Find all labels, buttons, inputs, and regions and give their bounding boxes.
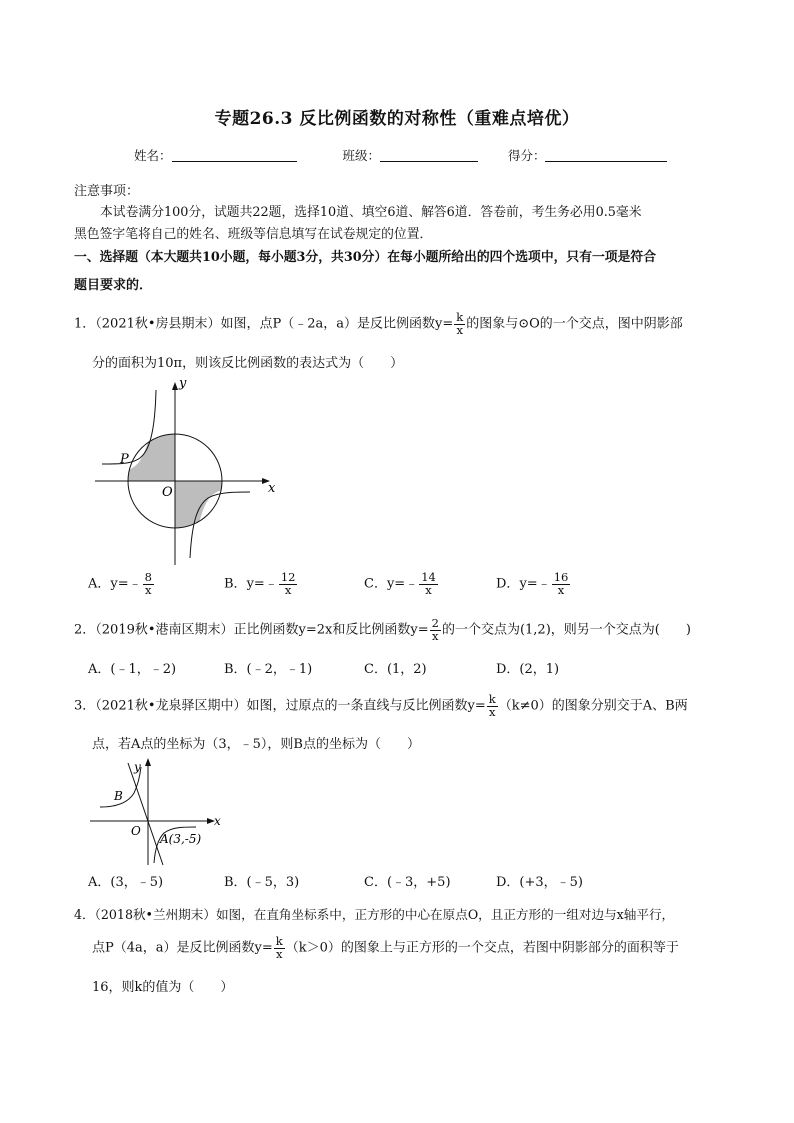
q3-label-b: B xyxy=(114,789,123,803)
q1-shade-lower-right xyxy=(175,481,222,528)
question-3-stem xyxy=(74,694,688,718)
q1-option-d[interactable] xyxy=(496,572,571,596)
q1-y-arrow xyxy=(172,382,178,390)
q2-text-pre: 2．（2019秋•港南区期末）正比例函数y=2x和反比例函数 xyxy=(74,622,411,638)
option-label: C． xyxy=(364,576,387,592)
q1-option-a[interactable] xyxy=(88,572,155,596)
option-expr: y=﹣ xyxy=(246,576,278,592)
question-4-line-2 xyxy=(92,936,679,960)
q3-label-x: x xyxy=(214,814,221,828)
question-1-line-2: 分的面积为10π，则该反比例函数的表达式为（ ） xyxy=(92,356,404,371)
q3-line-through-origin xyxy=(128,763,163,865)
option-denominator: x xyxy=(145,582,152,597)
option-label: D． xyxy=(496,576,520,592)
q4-text-pre: 点P（4a，a）是反比例函数y= xyxy=(92,940,273,956)
section-heading-line-1: 一、选择题（本大题共10小题，每小题3分，共30分）在每小题所给出的四个选项中，只有一项是符合 xyxy=(74,250,656,265)
q2-option-c[interactable]: C．(1，2) xyxy=(364,662,427,677)
q3-text-mid: y= xyxy=(467,698,486,714)
q1-text-post: 的图象与⊙O的一个交点，图中阴影部 xyxy=(466,316,683,332)
q1-options xyxy=(88,572,708,608)
option-denominator: x xyxy=(557,582,565,597)
q2-option-d[interactable]: D．(2，1) xyxy=(496,662,560,677)
question-2-stem xyxy=(74,618,691,642)
q3-option-d[interactable]: D．(+3，﹣5) xyxy=(496,875,584,890)
q1-fraction xyxy=(454,312,465,336)
q4-text-post: （k＞0）的图象上与正方形的一个交点，若图中阴影部分的面积等于 xyxy=(285,940,679,956)
q3-option-b[interactable]: B．(﹣5，3) xyxy=(224,875,300,890)
q3-label-o: O xyxy=(131,824,141,838)
score-label: 得分： xyxy=(507,148,546,163)
q2-fraction xyxy=(430,618,441,642)
q3-text-pre: 3．（2021秋•龙泉驿区期中）如图，过原点的一条直线与反比例函数 xyxy=(74,698,468,714)
q2-text-mid: y= xyxy=(410,622,429,638)
q1-label-o: O xyxy=(162,485,173,500)
q1-label-y: y xyxy=(179,376,187,391)
q3-fraction xyxy=(487,694,498,718)
class-label: 班级： xyxy=(342,148,380,163)
notice-heading: 注意事项： xyxy=(74,184,140,199)
q3-option-a[interactable]: A．(3，﹣5) xyxy=(88,875,164,890)
question-1-stem xyxy=(74,312,683,336)
q2-frac-numerator: 2 xyxy=(431,616,439,630)
option-numerator: 12 xyxy=(280,570,296,584)
question-4-line-1: 4．（2018秋•兰州期末）如图，在直角坐标系中，正方形的中心在原点O，且正方形的一组对边与x轴平行， xyxy=(74,907,675,922)
option-numerator: 16 xyxy=(553,570,569,584)
student-info-row xyxy=(134,146,667,164)
q3-label-y: y xyxy=(134,760,141,774)
q4-fraction xyxy=(274,936,285,960)
q3-frac-numerator: k xyxy=(488,692,496,706)
option-expr: y=﹣ xyxy=(519,576,551,592)
question-3-line-2: 点，若A点的坐标为（3，﹣5），则B点的坐标为（ ） xyxy=(92,737,420,752)
q4-frac-denominator: x xyxy=(276,946,283,961)
q1-frac-denominator: x xyxy=(456,322,464,337)
option-numerator: 8 xyxy=(144,570,152,584)
q3-figure xyxy=(88,755,238,867)
q1-option-b[interactable] xyxy=(224,572,298,596)
notice-line-1: 本试卷满分100分，试题共22题，选择10道、填空6道、解答6道．答卷前，考生务必用0.5毫米 xyxy=(100,205,642,220)
q2-frac-denominator: x xyxy=(432,628,439,643)
q1-shade-upper-left xyxy=(128,434,175,481)
name-field[interactable] xyxy=(172,148,297,162)
option-label: A． xyxy=(88,576,111,592)
page-title: 专题26.3 反比例函数的对称性（重难点培优） xyxy=(214,109,580,129)
q2-option-a[interactable]: A．(﹣1，﹣2) xyxy=(88,662,177,677)
q1-label-x: x xyxy=(268,481,276,496)
q3-options xyxy=(88,871,708,891)
q1-frac-numerator: k xyxy=(456,310,464,324)
class-field[interactable] xyxy=(380,148,478,162)
option-denominator: x xyxy=(425,582,432,597)
option-denominator: x xyxy=(284,582,292,597)
q3-text-post: （k≠0）的图象分别交于A、B两 xyxy=(498,698,688,714)
q3-option-c[interactable]: C．(﹣3，+5) xyxy=(364,875,451,890)
q3-label-a: A(3,-5) xyxy=(160,832,202,846)
q2-option-b[interactable]: B．(﹣2，﹣1) xyxy=(224,662,313,677)
q2-text-post: 的一个交点为(1,2)，则另一个交点为( ) xyxy=(441,622,691,638)
q3-y-arrow xyxy=(145,758,151,766)
notice-line-2: 黑色签字笔将自己的姓名、班级等信息填写在试卷规定的位置． xyxy=(74,227,433,242)
q3-frac-denominator: x xyxy=(489,704,496,719)
option-numerator: 14 xyxy=(421,570,436,584)
q1-figure xyxy=(90,370,290,570)
score-field[interactable] xyxy=(545,148,667,162)
q2-options xyxy=(88,658,708,678)
q1-label-p: P xyxy=(120,452,129,467)
q1-text-pre: 1．（2021秋•房县期末）如图，点P（﹣2a，a）是反比例函数y= xyxy=(74,316,454,332)
option-label: B． xyxy=(224,576,247,592)
q4-frac-numerator: k xyxy=(275,934,283,948)
question-4-line-3: 16，则k的值为（ ） xyxy=(92,980,234,995)
option-expr: y=﹣ xyxy=(110,576,142,592)
option-expr: y=﹣ xyxy=(386,576,419,592)
section-heading-line-2: 题目要求的． xyxy=(74,278,153,293)
q1-option-c[interactable] xyxy=(364,572,439,596)
name-label: 姓名： xyxy=(134,148,172,163)
